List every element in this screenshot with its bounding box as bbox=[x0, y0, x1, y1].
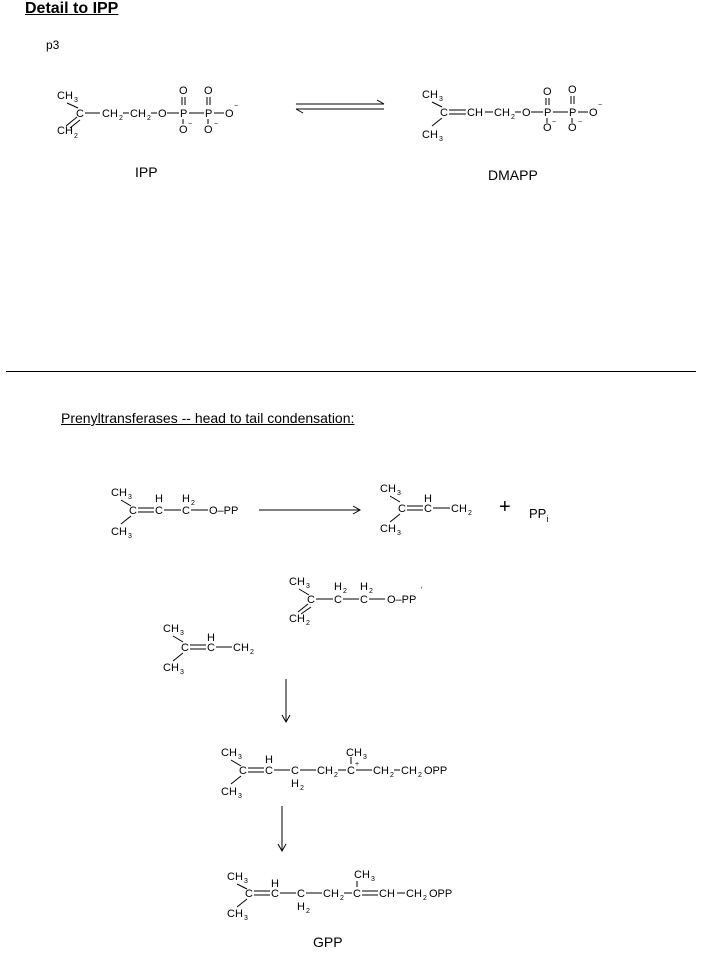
svg-text:CH: CH bbox=[422, 89, 438, 101]
svg-text:O: O bbox=[568, 122, 577, 134]
svg-text:P: P bbox=[569, 107, 577, 119]
pyrophosphate-text: PP bbox=[529, 506, 547, 521]
gpp-structure bbox=[227, 869, 452, 922]
svg-text:2: 2 bbox=[390, 772, 394, 779]
reaction-arrow-2 bbox=[282, 679, 290, 722]
svg-text:H: H bbox=[182, 493, 190, 505]
svg-text:−: − bbox=[598, 102, 603, 109]
svg-text:−: − bbox=[188, 121, 193, 128]
svg-text:3: 3 bbox=[180, 669, 184, 676]
svg-text:O–PP: O–PP bbox=[209, 505, 239, 517]
svg-text:P: P bbox=[180, 108, 188, 120]
svg-text:C: C bbox=[440, 107, 448, 119]
svg-text:C: C bbox=[347, 765, 355, 777]
svg-text:3: 3 bbox=[439, 136, 443, 143]
svg-text:3: 3 bbox=[128, 494, 132, 501]
svg-text:2: 2 bbox=[511, 114, 515, 121]
svg-text:2: 2 bbox=[306, 620, 310, 627]
svg-text:CH: CH bbox=[111, 526, 127, 538]
svg-text:CH: CH bbox=[163, 662, 179, 674]
dmapp-reactant-structure bbox=[111, 487, 238, 540]
svg-text:CH: CH bbox=[406, 888, 422, 900]
dmapp-label: DMAPP bbox=[488, 167, 538, 183]
svg-text:C: C bbox=[239, 765, 247, 777]
svg-text:O: O bbox=[179, 85, 188, 97]
svg-text:2: 2 bbox=[300, 785, 304, 792]
svg-text:2: 2 bbox=[340, 895, 344, 902]
svg-text:C: C bbox=[334, 594, 342, 606]
svg-text:CH: CH bbox=[111, 487, 127, 499]
svg-text:C: C bbox=[265, 765, 273, 777]
ipp-structure bbox=[57, 85, 238, 140]
svg-text:H: H bbox=[155, 493, 163, 505]
svg-text:CH: CH bbox=[451, 503, 467, 515]
svg-text:CH: CH bbox=[102, 108, 118, 120]
svg-text:O: O bbox=[179, 124, 188, 136]
svg-text:CH: CH bbox=[57, 125, 73, 137]
svg-text:3: 3 bbox=[306, 583, 310, 590]
svg-text:2: 2 bbox=[343, 588, 347, 595]
svg-text:C: C bbox=[155, 505, 163, 517]
svg-text:P: P bbox=[205, 108, 213, 120]
svg-text:C: C bbox=[398, 503, 406, 515]
svg-text:C: C bbox=[424, 503, 432, 515]
svg-text:CH: CH bbox=[221, 747, 237, 759]
svg-text:2: 2 bbox=[418, 772, 422, 779]
svg-text:2: 2 bbox=[306, 908, 310, 915]
svg-text:2: 2 bbox=[147, 115, 151, 122]
svg-text:+: + bbox=[355, 761, 360, 768]
allylic-cation-structure bbox=[380, 483, 472, 537]
svg-text:3: 3 bbox=[244, 878, 248, 885]
pyrophosphate-label bbox=[529, 506, 548, 524]
section-heading: Prenyltransferases -- head to tail condensation: bbox=[61, 410, 355, 426]
svg-text:O: O bbox=[225, 108, 234, 120]
svg-text:C: C bbox=[360, 594, 368, 606]
gpp-label: GPP bbox=[313, 934, 343, 950]
plus-sign: + bbox=[499, 496, 511, 518]
svg-text:C: C bbox=[181, 642, 189, 654]
svg-text:3: 3 bbox=[439, 96, 443, 103]
svg-text:3: 3 bbox=[397, 490, 401, 497]
svg-text:2: 2 bbox=[191, 500, 195, 507]
svg-text:2: 2 bbox=[334, 772, 338, 779]
svg-text:−: − bbox=[214, 121, 219, 128]
svg-text:CH: CH bbox=[289, 576, 305, 588]
svg-text:C: C bbox=[76, 108, 84, 120]
svg-text:O: O bbox=[522, 107, 531, 119]
svg-text:CH: CH bbox=[227, 908, 243, 920]
svg-text:CH: CH bbox=[221, 786, 237, 798]
svg-text:3: 3 bbox=[74, 97, 78, 104]
svg-text:C: C bbox=[271, 888, 279, 900]
svg-text:CH: CH bbox=[346, 747, 362, 759]
svg-text:CH: CH bbox=[401, 765, 417, 777]
svg-text:CH: CH bbox=[233, 642, 249, 654]
ipp-reactant-structure bbox=[289, 576, 422, 627]
svg-text:2: 2 bbox=[74, 133, 78, 140]
svg-text:3: 3 bbox=[371, 876, 375, 883]
svg-text:CH: CH bbox=[494, 107, 510, 119]
svg-text:C: C bbox=[207, 642, 215, 654]
svg-text:2: 2 bbox=[369, 588, 373, 595]
svg-text:CH: CH bbox=[354, 869, 370, 881]
reaction-arrow-1 bbox=[259, 506, 360, 514]
svg-text:2: 2 bbox=[423, 895, 427, 902]
svg-text:H: H bbox=[297, 901, 305, 913]
svg-text:C: C bbox=[353, 888, 361, 900]
svg-text:O: O bbox=[204, 85, 213, 97]
svg-text:C: C bbox=[182, 505, 190, 517]
svg-text:C: C bbox=[129, 505, 137, 517]
svg-text:−: − bbox=[578, 119, 583, 126]
svg-text:3: 3 bbox=[238, 754, 242, 761]
svg-text:C: C bbox=[245, 888, 253, 900]
svg-text:CH: CH bbox=[289, 613, 305, 625]
svg-text:C: C bbox=[291, 765, 299, 777]
svg-text:H: H bbox=[291, 778, 299, 790]
svg-text:3: 3 bbox=[238, 793, 242, 800]
svg-text:3: 3 bbox=[397, 530, 401, 537]
svg-text:3: 3 bbox=[128, 533, 132, 540]
svg-text:O–PP: O–PP bbox=[387, 594, 417, 606]
svg-text:C: C bbox=[307, 594, 315, 606]
svg-text:H: H bbox=[424, 493, 432, 505]
svg-text:O: O bbox=[589, 107, 598, 119]
svg-text:CH: CH bbox=[163, 623, 179, 635]
svg-text:CH: CH bbox=[422, 129, 438, 141]
svg-text:CH: CH bbox=[467, 107, 483, 119]
svg-text:3: 3 bbox=[363, 754, 367, 761]
svg-text:CH: CH bbox=[130, 108, 146, 120]
section-divider bbox=[6, 371, 696, 372]
svg-text:H: H bbox=[360, 581, 368, 593]
reaction-arrow-3 bbox=[278, 806, 286, 851]
carbocation-intermediate-structure bbox=[221, 747, 447, 800]
svg-text:CH: CH bbox=[380, 483, 396, 495]
svg-text:O: O bbox=[543, 122, 552, 134]
svg-text:OPP: OPP bbox=[424, 765, 448, 777]
svg-text:2: 2 bbox=[468, 510, 472, 517]
page-title: Detail to IPP bbox=[25, 0, 119, 17]
svg-text:H: H bbox=[334, 581, 342, 593]
svg-text:P: P bbox=[544, 107, 552, 119]
svg-text:CH: CH bbox=[227, 871, 243, 883]
svg-text:CH: CH bbox=[57, 90, 73, 102]
svg-text:H: H bbox=[265, 754, 273, 766]
svg-text:O: O bbox=[158, 108, 167, 120]
svg-text:−: − bbox=[234, 103, 239, 110]
svg-text:C: C bbox=[297, 888, 305, 900]
page-number-label: p3 bbox=[46, 38, 60, 52]
svg-text:2: 2 bbox=[250, 649, 254, 656]
svg-text:2: 2 bbox=[119, 115, 123, 122]
svg-text:H: H bbox=[271, 878, 279, 890]
svg-text:−: − bbox=[552, 119, 557, 126]
pyrophosphate-subscript: i bbox=[546, 514, 549, 524]
svg-text:H: H bbox=[207, 632, 215, 644]
svg-text:3: 3 bbox=[180, 630, 184, 637]
svg-text:CH: CH bbox=[317, 765, 333, 777]
dmapp-structure bbox=[422, 84, 602, 143]
svg-text:O: O bbox=[568, 84, 577, 96]
svg-text:CH: CH bbox=[380, 523, 396, 535]
svg-text:CH: CH bbox=[323, 888, 339, 900]
equilibrium-arrows bbox=[296, 100, 384, 113]
svg-text:OPP: OPP bbox=[429, 888, 453, 900]
svg-text:O: O bbox=[204, 124, 213, 136]
svg-text:3: 3 bbox=[244, 915, 248, 922]
allylic-cation-repeat-structure bbox=[163, 623, 254, 676]
svg-text:CH: CH bbox=[379, 888, 395, 900]
svg-text:CH: CH bbox=[373, 765, 389, 777]
svg-text:ʹ: ʹ bbox=[421, 587, 423, 594]
ipp-label: IPP bbox=[135, 164, 158, 180]
svg-text:O: O bbox=[543, 86, 552, 98]
